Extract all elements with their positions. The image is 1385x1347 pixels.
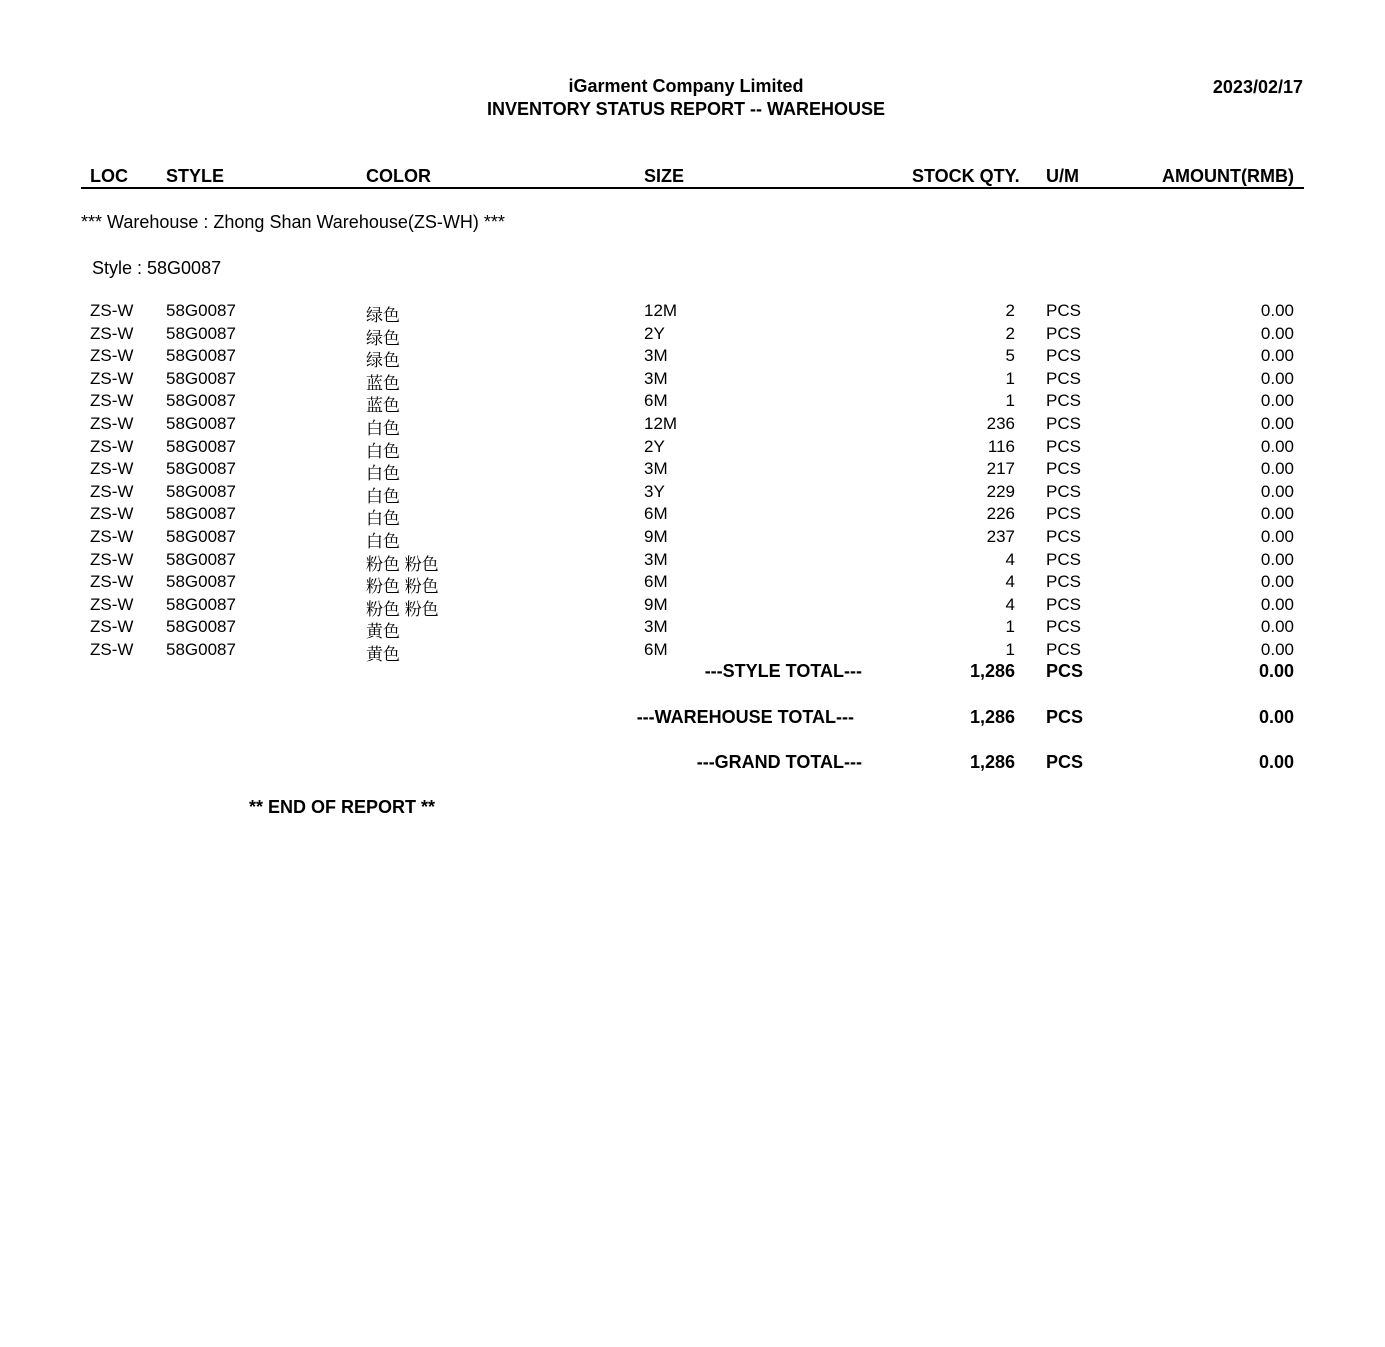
row-size: 3M [644,550,668,569]
row-style: 58G0087 [166,640,236,659]
row-size: 9M [644,527,668,546]
row-um: PCS [1046,346,1081,365]
table-row [0,437,1385,459]
row-stock-qty: 236 [986,414,1015,433]
row-um: PCS [1046,572,1081,591]
row-style: 58G0087 [166,482,236,501]
style-total-amount: 0.00 [1258,661,1294,681]
row-size: 6M [644,640,668,659]
row-stock-qty: 1 [1005,369,1015,388]
grand-total-qty: 1,286 [969,752,1015,772]
row-loc: ZS-W [90,459,134,478]
row-amount: 0.00 [1260,572,1294,591]
row-um: PCS [1046,550,1081,569]
warehouse-group-label: *** Warehouse : Zhong Shan Warehouse(ZS-WH) *** [81,212,505,232]
row-um: PCS [1046,617,1081,636]
column-header-color: COLOR [366,166,431,186]
row-size: 2Y [644,324,665,343]
row-size: 6M [644,572,668,591]
row-color: 粉色 粉色 [366,577,439,596]
row-um: PCS [1046,595,1081,614]
table-row [0,527,1385,549]
row-style: 58G0087 [166,301,236,320]
row-color: 白色 [366,509,400,528]
row-size: 3M [644,617,668,636]
row-size: 12M [644,301,678,320]
row-loc: ZS-W [90,324,134,343]
row-color: 绿色 [366,329,400,348]
row-amount: 0.00 [1260,414,1294,433]
row-amount: 0.00 [1260,617,1294,636]
table-row [0,301,1385,323]
style-group-label: Style : 58G0087 [92,258,222,278]
row-stock-qty: 4 [1005,572,1015,591]
table-row [0,595,1385,617]
row-stock-qty: 5 [1005,346,1015,365]
row-style: 58G0087 [166,414,236,433]
warehouse-total-qty: 1,286 [969,707,1015,727]
row-color: 粉色 粉色 [366,600,439,619]
table-row [0,369,1385,391]
row-loc: ZS-W [90,504,134,523]
row-amount: 0.00 [1260,595,1294,614]
report-title: INVENTORY STATUS REPORT -- WAREHOUSE [486,99,886,119]
row-um: PCS [1046,391,1081,410]
row-loc: ZS-W [90,572,134,591]
row-loc: ZS-W [90,595,134,614]
style-total-label: ---STYLE TOTAL--- [704,661,862,681]
header-divider [81,187,1304,189]
row-color: 绿色 [366,306,400,325]
table-row [0,324,1385,346]
row-stock-qty: 2 [1005,324,1015,343]
row-color: 绿色 [366,351,400,370]
warehouse-total-row [0,707,1385,731]
row-stock-qty: 1 [1005,617,1015,636]
row-um: PCS [1046,324,1081,343]
style-total-qty: 1,286 [969,661,1015,681]
row-style: 58G0087 [166,527,236,546]
row-amount: 0.00 [1260,346,1294,365]
column-header-size: SIZE [644,166,685,186]
row-loc: ZS-W [90,482,134,501]
row-style: 58G0087 [166,459,236,478]
row-loc: ZS-W [90,369,134,388]
row-style: 58G0087 [166,572,236,591]
row-amount: 0.00 [1260,504,1294,523]
row-amount: 0.00 [1260,482,1294,501]
column-header-stock-qty: STOCK QTY. [912,166,1020,186]
style-total-um: PCS [1046,661,1084,681]
row-um: PCS [1046,640,1081,659]
row-stock-qty: 2 [1005,301,1015,320]
warehouse-total-amount: 0.00 [1258,707,1294,727]
row-size: 2Y [644,437,665,456]
row-color: 黄色 [366,645,400,664]
row-style: 58G0087 [166,369,236,388]
row-loc: ZS-W [90,550,134,569]
table-row [0,391,1385,413]
row-amount: 0.00 [1260,369,1294,388]
row-um: PCS [1046,414,1081,433]
row-um: PCS [1046,301,1081,320]
row-loc: ZS-W [90,414,134,433]
row-color: 白色 [366,464,400,483]
row-stock-qty: 116 [987,437,1015,456]
row-amount: 0.00 [1260,640,1294,659]
row-style: 58G0087 [166,504,236,523]
row-stock-qty: 1 [1005,640,1015,659]
row-style: 58G0087 [166,550,236,569]
row-color: 蓝色 [366,396,400,415]
table-row [0,459,1385,481]
grand-total-label: ---GRAND TOTAL--- [696,752,862,772]
row-size: 12M [644,414,678,433]
row-style: 58G0087 [166,324,236,343]
table-row [0,617,1385,639]
row-um: PCS [1046,459,1081,478]
row-loc: ZS-W [90,617,134,636]
grand-total-row [0,752,1385,776]
table-row [0,414,1385,436]
row-loc: ZS-W [90,527,134,546]
warehouse-total-label: ---WAREHOUSE TOTAL--- [636,707,854,727]
row-stock-qty: 237 [986,527,1015,546]
table-row [0,482,1385,504]
grand-total-amount: 0.00 [1258,752,1294,772]
row-amount: 0.00 [1260,527,1294,546]
row-stock-qty: 226 [986,504,1015,523]
row-size: 3M [644,459,668,478]
row-um: PCS [1046,527,1081,546]
style-total-row [0,661,1385,685]
table-row [0,572,1385,594]
company-name: iGarment Company Limited [568,76,804,96]
row-amount: 0.00 [1260,437,1294,456]
row-amount: 0.00 [1260,459,1294,478]
column-header-loc: LOC [90,166,128,186]
table-row [0,550,1385,572]
table-row [0,504,1385,526]
row-color: 白色 [366,419,400,438]
row-loc: ZS-W [90,391,134,410]
column-header-um: U/M [1046,166,1079,186]
row-loc: ZS-W [90,640,134,659]
end-of-report: ** END OF REPORT ** [249,797,436,817]
row-size: 3Y [644,482,665,501]
row-stock-qty: 229 [986,482,1015,501]
row-stock-qty: 1 [1005,391,1015,410]
row-stock-qty: 4 [1005,550,1015,569]
row-size: 3M [644,369,668,388]
row-color: 白色 [366,532,400,551]
row-color: 白色 [366,487,400,506]
row-size: 9M [644,595,668,614]
row-amount: 0.00 [1260,550,1294,569]
row-um: PCS [1046,369,1081,388]
warehouse-total-um: PCS [1046,707,1084,727]
row-um: PCS [1046,482,1081,501]
row-amount: 0.00 [1260,324,1294,343]
report-date: 2023/02/17 [1212,77,1303,97]
row-loc: ZS-W [90,437,134,456]
row-stock-qty: 4 [1005,595,1015,614]
row-size: 6M [644,504,668,523]
row-amount: 0.00 [1260,301,1294,320]
row-amount: 0.00 [1260,391,1294,410]
row-loc: ZS-W [90,346,134,365]
row-style: 58G0087 [166,437,236,456]
row-style: 58G0087 [166,617,236,636]
row-stock-qty: 217 [986,459,1015,478]
row-size: 3M [644,346,668,365]
row-style: 58G0087 [166,346,236,365]
row-color: 黄色 [366,622,400,641]
table-row [0,640,1385,662]
row-loc: ZS-W [90,301,134,320]
row-style: 58G0087 [166,391,236,410]
row-style: 58G0087 [166,595,236,614]
row-color: 蓝色 [366,374,400,393]
table-row [0,346,1385,368]
column-header-amount: AMOUNT(RMB) [1162,166,1294,186]
row-color: 粉色 粉色 [366,555,439,574]
column-header-style: STYLE [166,166,225,186]
row-color: 白色 [366,442,400,461]
row-size: 6M [644,391,668,410]
row-um: PCS [1046,437,1081,456]
grand-total-um: PCS [1046,752,1084,772]
row-um: PCS [1046,504,1081,523]
